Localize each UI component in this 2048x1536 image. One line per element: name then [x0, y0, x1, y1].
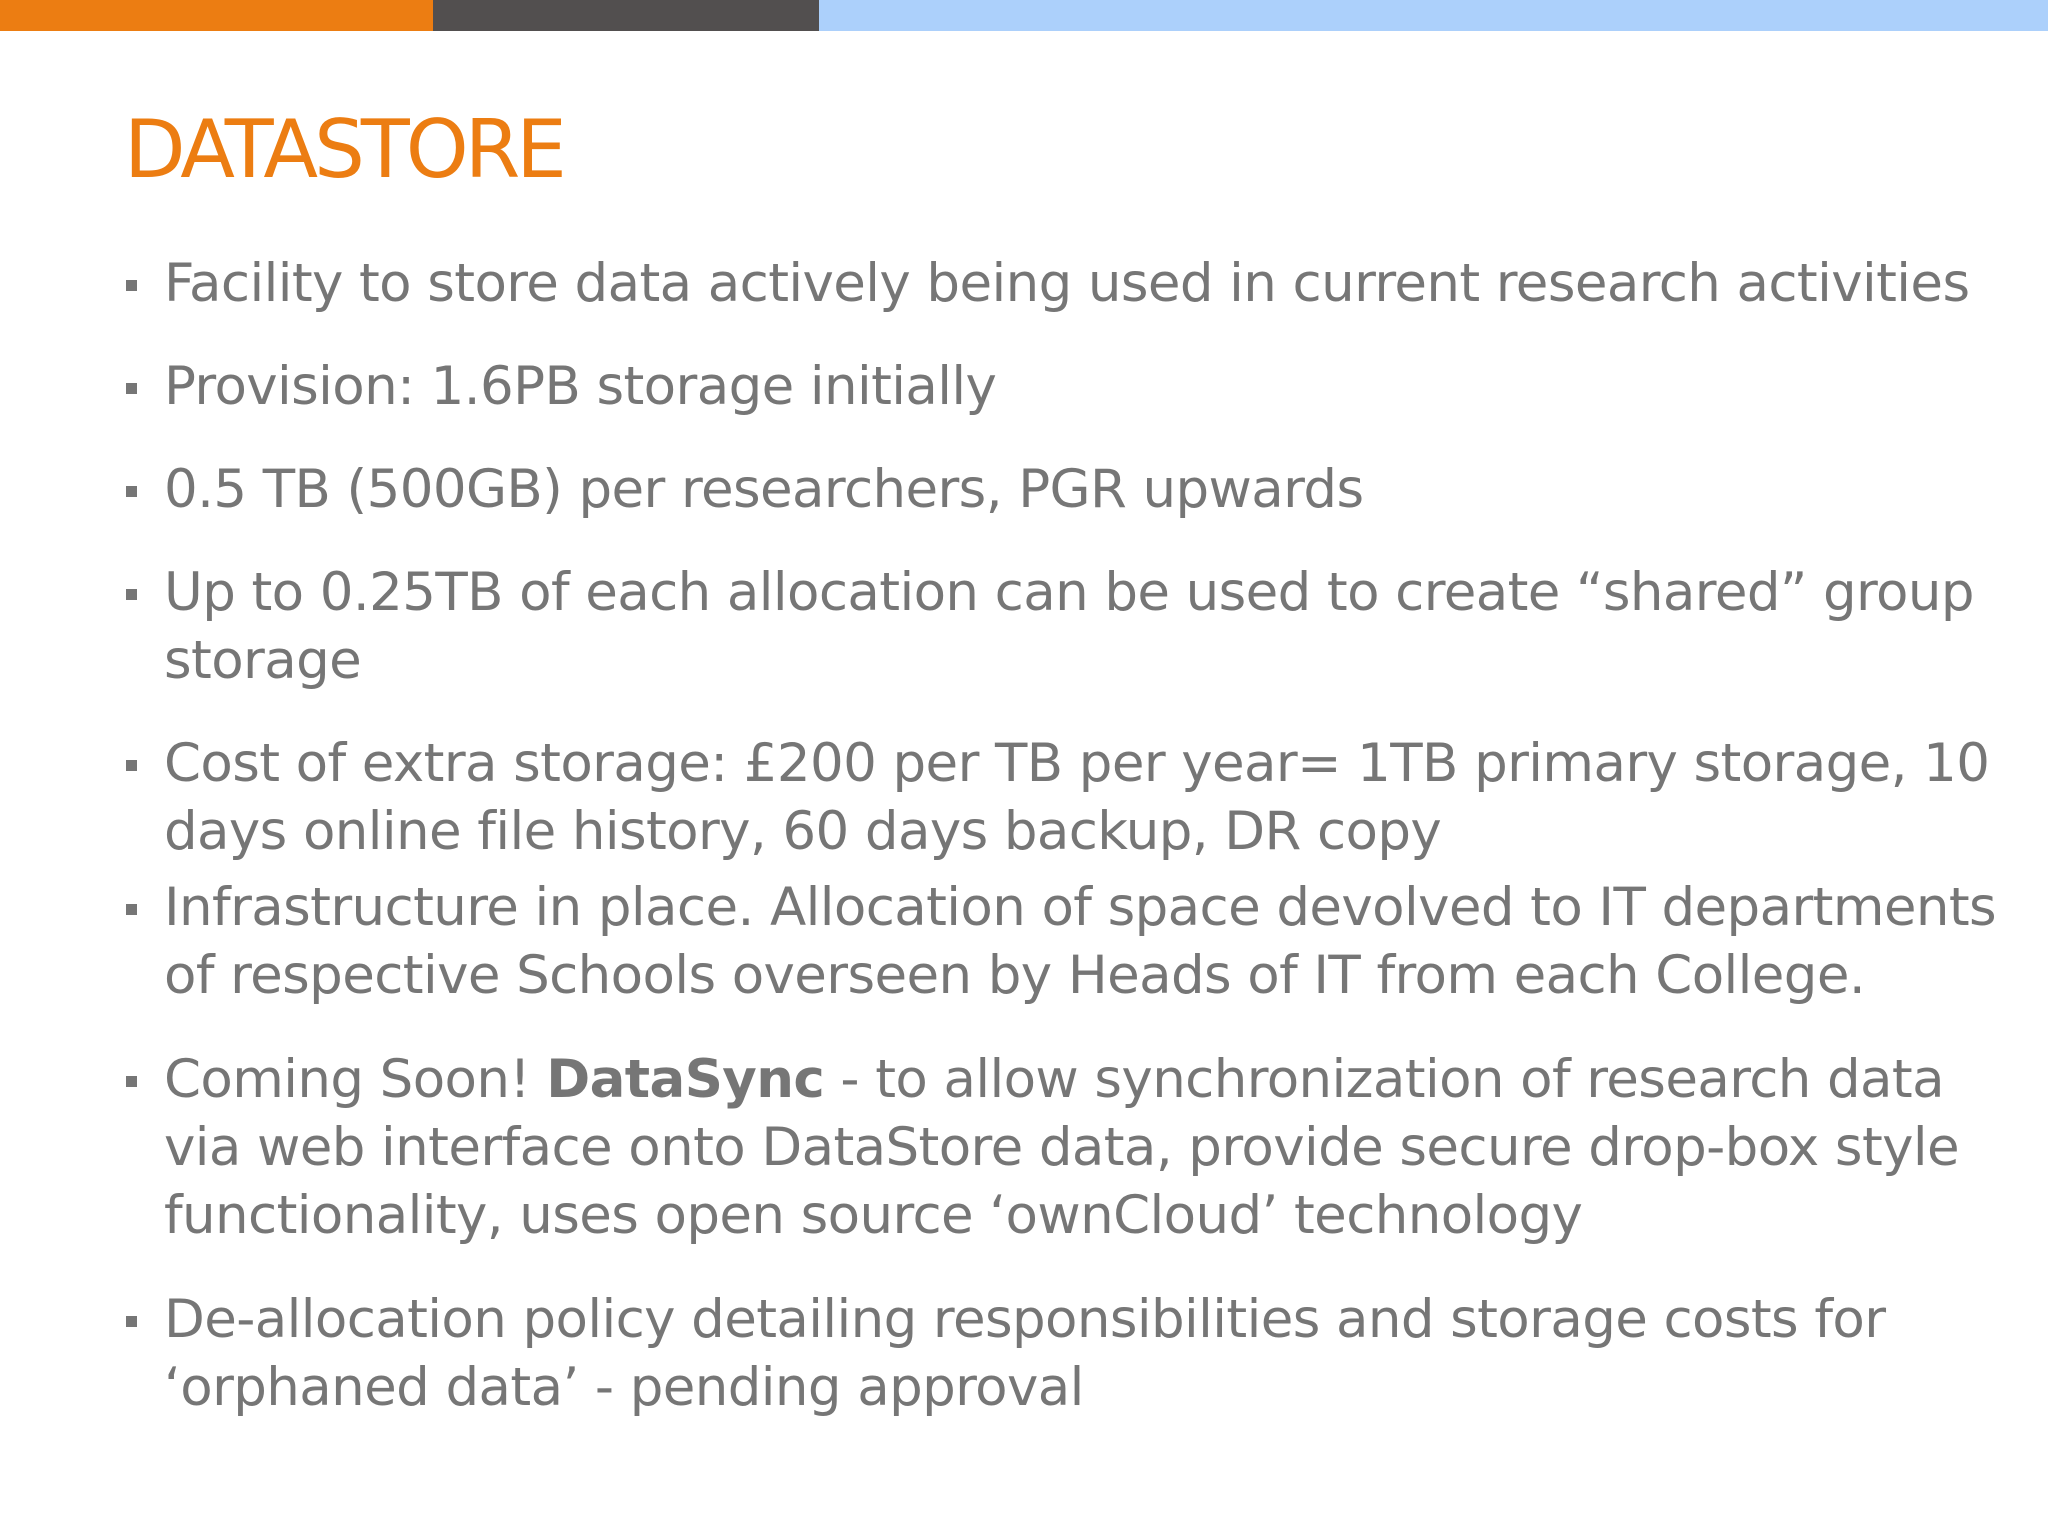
bullet-text: Infrastructure in place. Allocation of space devolved to IT departments of respective Schools overseen by Heads of IT from each College.: [164, 877, 1997, 1006]
slide-title: DATASTORE: [124, 103, 563, 196]
bullet-text-prefix: Coming Soon!: [164, 1049, 547, 1110]
bullet-text: Up to 0.25TB of each allocation can be used to create “shared” group storage: [164, 562, 1974, 691]
square-bullet-icon: [126, 760, 137, 771]
bullet-item: [126, 1046, 2006, 1250]
bullet-item: [126, 250, 2006, 318]
accent-bar-light: [819, 0, 2048, 31]
bullet-item: [126, 456, 2006, 524]
top-accent-bar: [0, 0, 2048, 31]
bullet-item: [126, 559, 2006, 695]
square-bullet-icon: [126, 1076, 137, 1087]
bullet-text: 0.5 TB (500GB) per researchers, PGR upwards: [164, 459, 1364, 520]
bullet-text: Cost of extra storage: £200 per TB per year= 1TB primary storage, 10 days online file history, 60 days backup, DR copy: [164, 733, 1990, 862]
bullet-text: Provision: 1.6PB storage initially: [164, 356, 997, 417]
square-bullet-icon: [126, 589, 137, 600]
bullet-text-bold: DataSync: [546, 1049, 825, 1110]
bullet-item: [126, 1286, 2006, 1422]
square-bullet-icon: [126, 280, 137, 291]
accent-bar-dark: [433, 0, 819, 31]
bullet-list: [126, 250, 2006, 1422]
bullet-text: De-allocation policy detailing responsibilities and storage costs for ‘orphaned data’ - pending approval: [164, 1289, 1886, 1418]
bullet-item: [126, 874, 2006, 1010]
bullet-item: [126, 353, 2006, 421]
bullet-item: [126, 730, 2006, 866]
bullet-text-suffix: - to allow synchronization of research data via web interface onto DataStore data, provide secure drop-box style functionality, uses open source ‘ownCloud’ technology: [164, 1049, 1960, 1246]
bullet-text: Facility to store data actively being used in current research activities: [164, 253, 1970, 314]
square-bullet-icon: [126, 1316, 137, 1327]
square-bullet-icon: [126, 904, 137, 915]
square-bullet-icon: [126, 383, 137, 394]
square-bullet-icon: [126, 486, 137, 497]
accent-bar-orange: [0, 0, 433, 31]
